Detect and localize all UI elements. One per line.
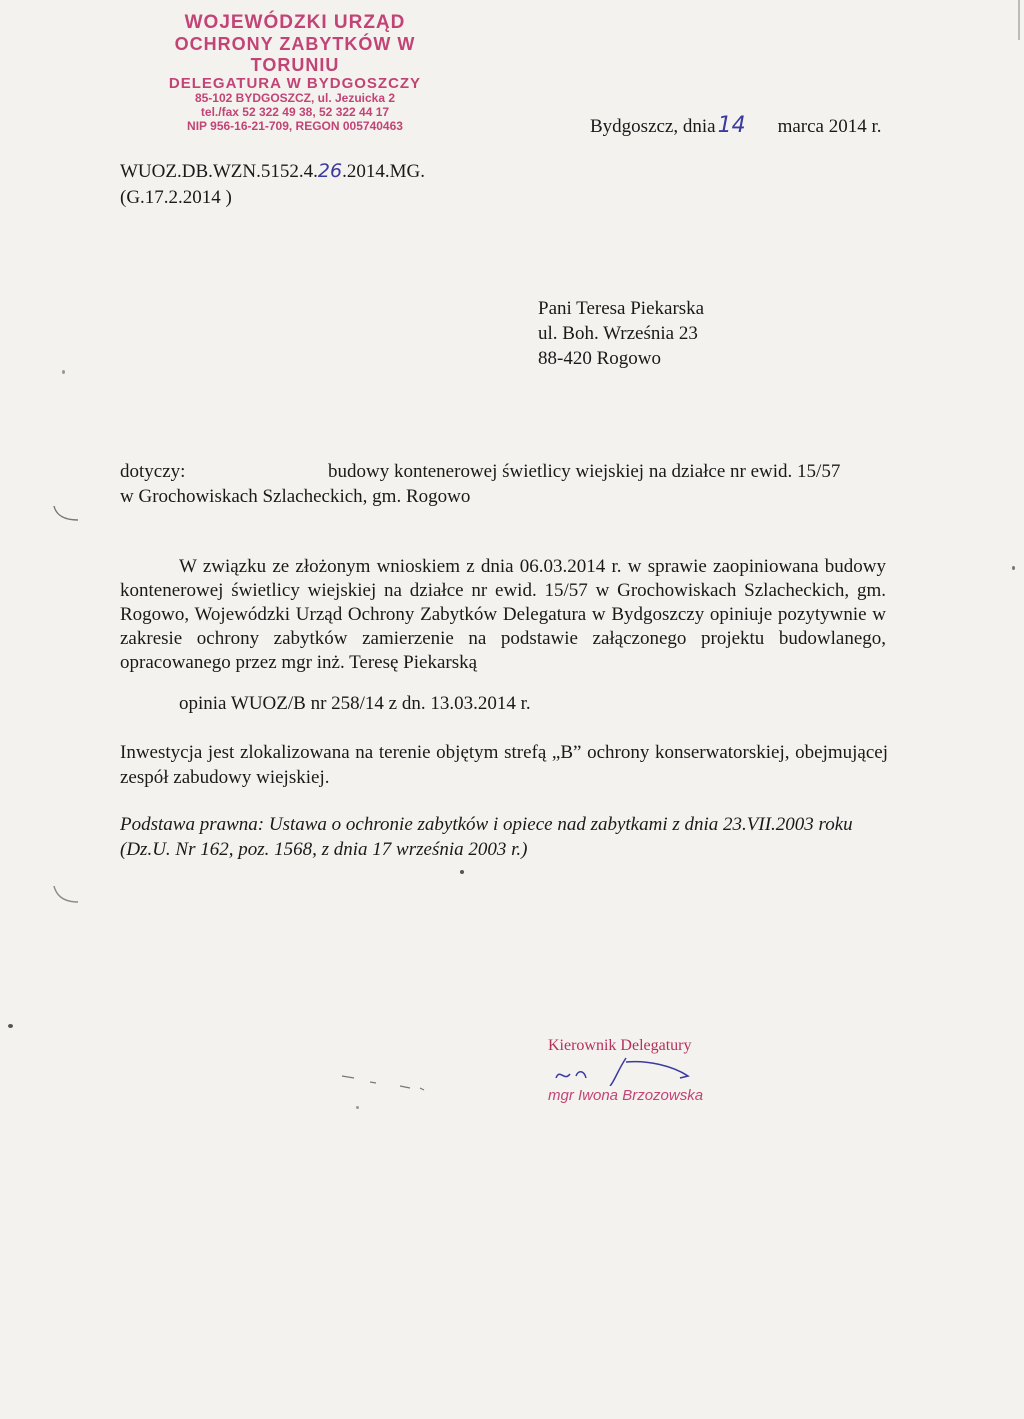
margin-mark [50, 500, 90, 530]
stamp-line-4: 85-102 BYDGOSZCZ, ul. Jezuicka 2 [194, 91, 396, 106]
legal-basis: Podstawa prawna: Ustawa o ochronie zabytków i opiece nad zabytkami z dnia 23.VII.2003 roku (Dz.U. Nr 162, poz. 1568, z dnia 17 września 2003 r.) [120, 814, 853, 860]
addressee-name: Pani Teresa Piekarska [538, 298, 705, 319]
signature-scribble [548, 1056, 718, 1086]
office-stamp [140, 12, 450, 134]
scan-speck [8, 1024, 13, 1028]
signature-stamp [548, 1038, 748, 1103]
reference-sign-prefix: WUOZ.DB.WZN.5152.4. [120, 161, 318, 182]
scan-streak [340, 1072, 430, 1092]
subject-label: dotyczy: [120, 461, 186, 482]
addressee-city: 88-420 Rogowo [538, 348, 661, 369]
subject-block [120, 459, 890, 509]
signature-title: Kierownik Delegatury [548, 1037, 692, 1054]
place-prefix: Bydgoszcz, dnia [590, 116, 716, 137]
scan-edge [1018, 0, 1020, 40]
reference-sign [120, 158, 425, 185]
place-and-date [590, 113, 882, 138]
body-paragraph-1: W związku ze złożonym wnioskiem z dnia 06.03.2014 r. w sprawie zaopiniowana budowy kontenerowej świetlicy wiejskiej na działce nr ewid. 15/57 w Grochowiskach Szlacheckich, gm. Rogowo, Wojewódzki Urząd Ochrony Zabytków Delegatura w Bydgoszczy opiniuje pozytywnie w zakresie ochrony zabytków zamierzenie na podstawie załączonego projektu budowlanego, opracowanego przez mgr inż. Teresę Piekarską [120, 556, 886, 673]
subject-text-2: w Grochowiskach Szlacheckich, gm. Rogowo [120, 486, 471, 507]
body-paragraph-2: Inwestycja jest zlokalizowana na terenie objętym strefą „B” ochrony konserwatorskiej, obejmującej zespół zabudowy wiejskiej. [120, 742, 888, 788]
stamp-line-5: tel./fax 52 322 49 38, 52 322 44 17 [200, 105, 390, 120]
scan-speck [1012, 566, 1015, 570]
scan-speck [62, 370, 65, 374]
handwritten-sign-number: 26 [317, 160, 343, 182]
subject-text: budowy kontenerowej świetlicy wiejskiej na działce nr ewid. 15/57 [328, 461, 841, 482]
handwritten-day: 14 [717, 113, 746, 138]
case-number: (G.17.2.2014 ) [120, 187, 232, 208]
month-year: marca 2014 r. [777, 116, 882, 137]
addressee-street: ul. Boh. Września 23 [538, 323, 698, 344]
scan-speck [460, 870, 464, 874]
signature-name: mgr Iwona Brzozowska [548, 1087, 704, 1104]
scan-speck [356, 1106, 359, 1109]
opinion-number: opinia WUOZ/B nr 258/14 z dn. 13.03.2014 r. [179, 693, 531, 714]
addressee-block [538, 296, 704, 371]
stamp-line-1: WOJEWÓDZKI URZĄD [184, 12, 406, 33]
stamp-line-6: NIP 956-16-21-709, REGON 005740463 [187, 119, 403, 134]
margin-mark [50, 880, 90, 910]
reference-block [120, 158, 425, 211]
reference-sign-suffix: .2014.MG. [342, 161, 425, 182]
stamp-line-2: OCHRONY ZABYTKÓW W TORUNIU [174, 33, 416, 75]
stamp-line-3: DELEGATURA W BYDGOSZCZY [168, 75, 422, 93]
